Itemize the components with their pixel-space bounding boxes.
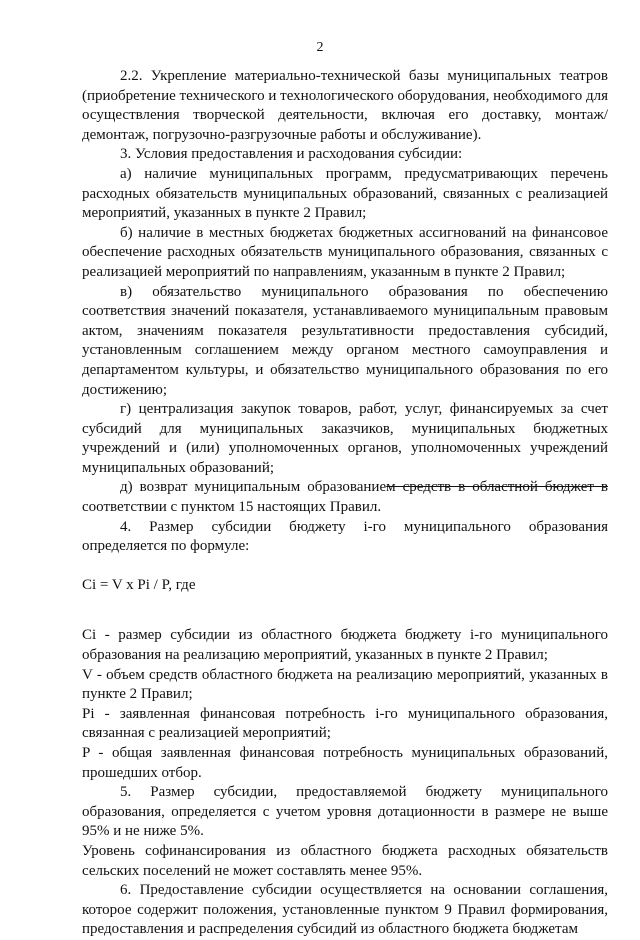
definition-pi: Pi - заявленная финансовая потребность i-го муниципального образования, связанная с реализацией мероприятий; [82, 705, 608, 742]
paragraph-3g: г) централизация закупок товаров, работ, услуг, финансируемых за счет субсидий для муниципальных заказчиков, муниципальных бюджетных учреждений и (или) уполномоченных органов, уполномоченных учреждений муниципальных образований; [82, 401, 608, 476]
page-number: 2 [316, 40, 324, 55]
paragraph-3a: а) наличие муниципальных программ, предусматривающих перечень расходных обязательств муниципальных образований, связанных с реализацией мероприятий, указанных в пункте 2 Правил; [82, 165, 608, 222]
spacer [82, 557, 608, 576]
paragraph-4: 4. Размер субсидии бюджету i-го муниципального образования определяется по формуле: [82, 518, 608, 555]
formula: Ci = V x Pi / P, где [82, 576, 196, 593]
paragraph-2-2: 2.2. Укрепление материально-технической базы муниципальных театров (приобретение технического и технологического оборудования, необходимого для осуществления творческой деятельности, включая его доставку, монтаж/демонтаж, погрузочно-разгрузочные работы и обслуживание). [82, 68, 609, 143]
paragraph-3d-text-end: соответствии с пунктом 15 настоящих Правил. [82, 499, 382, 516]
definition-p: P - общая заявленная финансовая потребность муниципальных образований, прошедших отбор. [82, 745, 608, 781]
paragraph-6: 6. Предоставление субсидии осуществляется на основании соглашения, которое содержит положения, установленные пунктом 9 Правил формирования, предоставления и распределения субсидий из областного бюджета бюджетам [82, 882, 608, 938]
paragraph-3: 3. Условия предоставления и расходования субсидии: [120, 146, 463, 163]
definition-v: V - объем средств областного бюджета на реализацию мероприятий, указанных в пункте 2 Правил; [82, 666, 608, 703]
paragraph-5: 5. Размер субсидии, предоставляемой бюджету муниципального образования, определяется с учетом уровня дотационности в размере не выше 95% и не ниже 5%. [82, 784, 608, 840]
paragraph-3d-text: д) возврат муниципальным образование [120, 479, 387, 496]
document-body [82, 67, 608, 940]
spacer [82, 595, 608, 626]
strikethrough-text: м средств в областной бюджет в [386, 479, 608, 496]
paragraph-3b: б) наличие в местных бюджетах бюджетных ассигнований на финансовое обеспечение расходных обязательств муниципального образования, связанных с реализацией мероприятий по направлениям, указанным в пункте 2 Правил; [82, 224, 608, 280]
paragraph-3v: в) обязательство муниципального образования по обеспечению соответствия значений показателя, устанавливаемого муниципальным правовым актом, значениям показателя результативности предоставления субсидий, установленным соглашением между органом местного самоуправления и департаментом культуры, и обязательство муниципального образования по его достижению; [82, 283, 608, 398]
definition-ci: Ci - размер субсидии из областного бюджета бюджету i-го муниципального образования на реализацию мероприятий, указанных в пункте 2 Правил; [82, 627, 608, 664]
paragraph-5-cofinancing: Уровень софинансирования из областного бюджета расходных обязательств сельских поселений не может составлять менее 95%. [82, 842, 608, 879]
paragraph-3d [82, 478, 608, 517]
